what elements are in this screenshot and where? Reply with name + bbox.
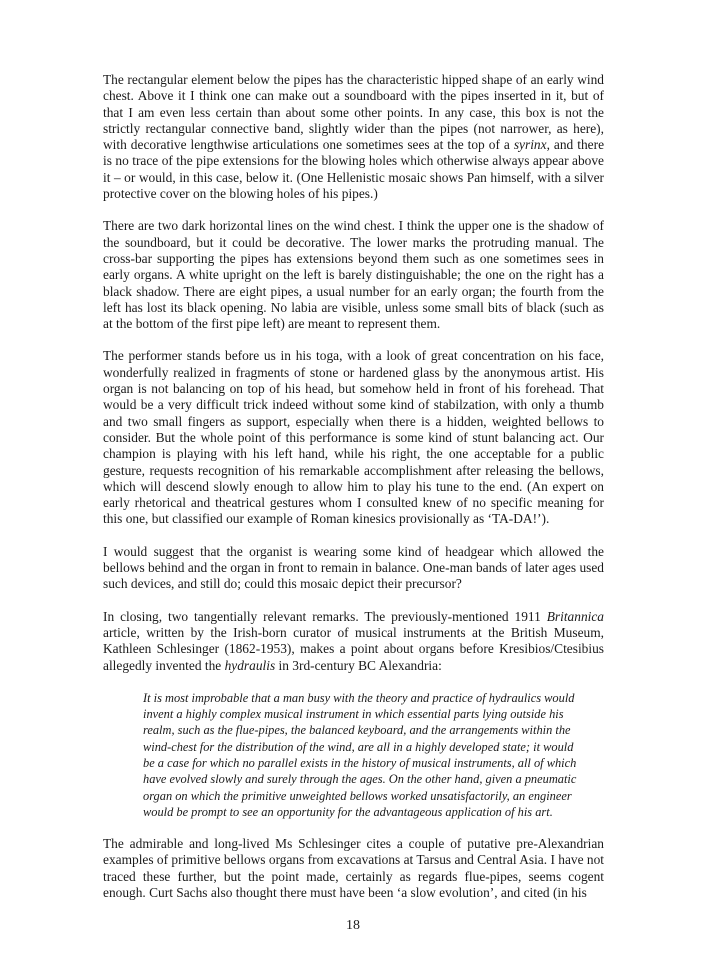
emphasis-hydraulis: hydraulis: [224, 657, 276, 673]
paragraph-schlesinger: The admirable and long-lived Ms Schlesinger cites a couple of putative pre-Alexandrian examples of primitive bellows organs from excavations at Tarsus and Central Asia. I have not traced these further, but the point made, certainly as regards flue-pipes, seems cogent enough. Curt Sachs also thought there must have been ‘a slow evolution’, and cited (in his: [103, 836, 604, 901]
paragraph-performer: The performer stands before us in his toga, with a look of great concentration on his face, wonderfully realized in fragments of stone or hardened glass by the anonymous artist. His organ is not balancing on top of his head, but somehow held in front of his forehead. That would be a very difficult trick indeed without some kind of stabilzation, with only a thumb and two small fingers as support, especially when there is a hidden, weighted bellows to consider. But the whole point of this performance is some kind of stunt balancing act. Our champion is playing with his left hand, while his right, the one acceptable for a public gesture, requests recognition of his remarkable accomplishment after releasing the bellows, which will descend slowly enough to allow him to play his tune to the end. (An expert on early rhetorical and theatrical gestures whom I consulted knew of no specific meaning for this one, but classified our example of Roman kinesics provisionally as ‘TA-DA!’).: [103, 348, 604, 527]
block-quotation: It is most improbable that a man busy with the theory and practice of hydraulics would invent a highly complex musical instrument in which essential parts lying outside his realm, such as the flue-pipes, the balanced keyboard, and the arrangements within the wind-chest for the distribution of the wind, are all in a highly developed state; it would be a case for which no parallel exists in the history of musical instruments, all of which have evolved slowly and surely through the ages. On the other hand, given a pneumatic organ on which the primitive unweighted bellows worked unsatisfactorily, an engineer would be prompt to see an opportunity for the advantageous application of his art.: [143, 690, 577, 819]
paragraph-wind-chest: The rectangular element below the pipes has the characteristic hipped shape of an early wind chest. Above it I think one can make out a soundboard with the pipes inserted in it, but of that I am even less certain than about some other points. In any case, this box is not the strictly rectangular connective band, slightly wider than the pipes (not narrower, as here), with decorative lengthwise articulations one sometimes sees at the top of a syrinx, and there is no trace of the pipe extensions for the blowing holes which otherwise always appear above it – or would, in this case, below it. (One Hellenistic mosaic shows Pan himself, with a silver protective cover on the blowing holes of his pipes.): [103, 72, 605, 202]
paragraph-closing-remarks: In closing, two tangentially relevant remarks. The previously-mentioned 1911 Britannica article, written by the Irish-born curator of musical instruments at the British Museum, Kathleen Schlesinger (1862-1953), makes a point about organs before Kresibios/Ctesibius allegedly invented the hydraulis in 3rd-century BC Alexandria:: [103, 608, 604, 673]
body-text: [103, 72, 604, 917]
paragraph-headgear: I would suggest that the organist is wearing some kind of headgear which allowed the bellows behind and the organ in front to remain in balance. One-man bands of later ages used such devices, and still do; could this mosaic depict their precursor?: [103, 543, 604, 592]
page-number: 18: [346, 918, 360, 933]
emphasis-britannica: Britannica: [546, 608, 604, 624]
paragraph-horizontal-lines: There are two dark horizontal lines on the wind chest. I think the upper one is the shadow of the soundboard, but it could be decorative. The lower marks the protruding manual. The cross-bar supporting the pipes has extensions beyond them such as one sometimes sees in early organs. A white upright on the left is barely distinguishable; the one on the right has a black shadow. There are eight pipes, a usual number for an early organ; the fourth from the left has lost its black opening. No labia are visible, unless some small bits of black (such as at the bottom of the first pipe left) are meant to represent them.: [103, 218, 604, 332]
emphasis-syrinx: syrinx: [513, 137, 547, 153]
